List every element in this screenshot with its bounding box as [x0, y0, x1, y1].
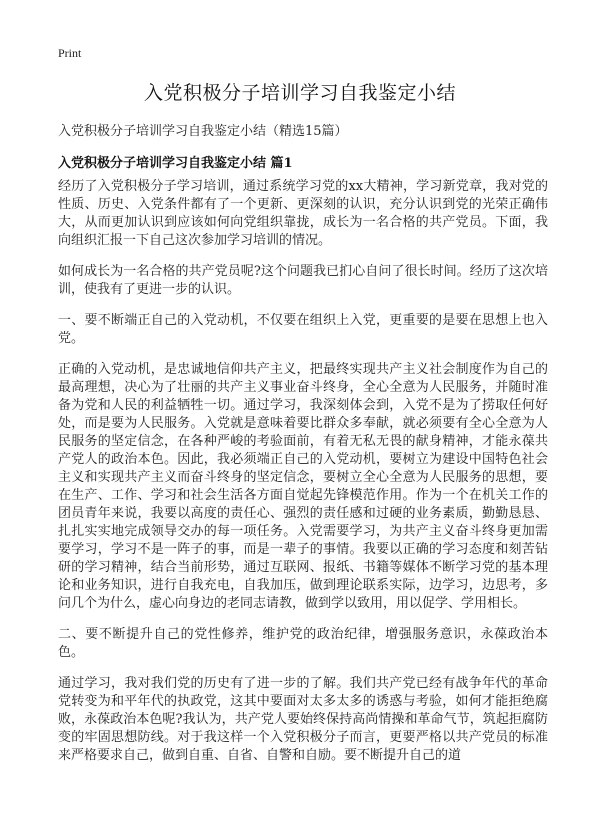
section-heading: 入党积极分子培训学习自我鉴定小结 篇1	[58, 156, 293, 171]
paragraph-motivation: 正确的入党动机，是忠诚地信仰共产主义，把最终实现共产主义社会制度作为自己的最高理想，决心为了壮丽的共产主义事业奋斗终身，全心全意为人民服务，并随时准备为党和人民的利益牺牲一切。通过学习，我深刻体会到，入党不是为了捞取任何好处，而是要为人民服务。入党就是意味着要比群众多奉献，就必须要有全心全意为人民服务的坚定信念，在各种严峻的考验面前，有着无私无畏的献身精神，才能永葆共产党人的政治本色。因此，我必须端正自己的入党动机，要树立为建设中国特色社会主义和实现共产主义而奋斗终身的坚定信念，要树立全心全意为人民服务的思想，要在生产、工作、学习和社会生活各方面自觉起先锋模范作用。作为一个在机关工作的团员青年来说，我要以高度的责任心、强烈的责任感和过硬的业务素质，勤勤恳恳、扎扎实实地完成领导交办的每一项任务。入党需要学习，为共产主义奋斗终身更加需要学习，学习不是一阵子的事，而是一辈子的事情。我要以正确的学习态度和刻苦钻研的学习精神，结合当前形势，通过互联网、报纸、书籍等媒体不断学习党的基本理论和业务知识，进行自我充电，自我加压，做到理论联系实际，边学习，边思考，多问几个为什么，虚心向身边的老同志请教，做到学以致用，用以促学、学用相长。	[58, 362, 548, 611]
document-body	[58, 178, 548, 778]
paragraph-point-two: 二、要不断提升自己的党性修养，维护党的政治纪律，增强服务意识，永葆政治本色。	[58, 627, 548, 660]
print-label: Print	[58, 46, 82, 60]
paragraph-intro: 经历了入党积极分子学习培训，通过系统学习党的xx大精神，学习新党章，我对党的性质、历史、入党条件都有了一个更新、更深刻的认识，充分认识到党的光荣正确伟大，从而更加认识到应该如何向党组织靠拢，成长为一名合格的共产党员。下面，我向组织汇报一下自己这次参加学习培训的情况。	[58, 179, 548, 248]
document-title: 入党积极分子培训学习自我鉴定小结	[143, 82, 456, 104]
paragraph-question: 如何成长为一名合格的共产党员呢?这个问题我已扪心自问了很长时间。经历了这次培训，使我有了更进一步的认识。	[58, 264, 548, 297]
paragraph-history: 通过学习，我对我们党的历史有了进一步的了解。我们共产党已经有战争年代的革命党转变为和平年代的执政党，这其中要面对太多太多的诱惑与考验，如何才能拒绝腐败，永葆政治本色呢?我认为，共产党人要始终保持高尚情操和革命气节，筑起拒腐防变的牢固思想防线。对于我这样一个入党积极分子而言，更要严格以共产党员的标准来严格要求自己，做到自重、自省、自警和自励。要不断提升自己的道	[58, 676, 548, 763]
document-subtitle: 入党积极分子培训学习自我鉴定小结（精选15篇）	[58, 124, 348, 139]
paragraph-point-one: 一、要不断端正自己的入党动机，不仅要在组织上入党，更重要的是要在思想上也入党。	[58, 313, 548, 346]
